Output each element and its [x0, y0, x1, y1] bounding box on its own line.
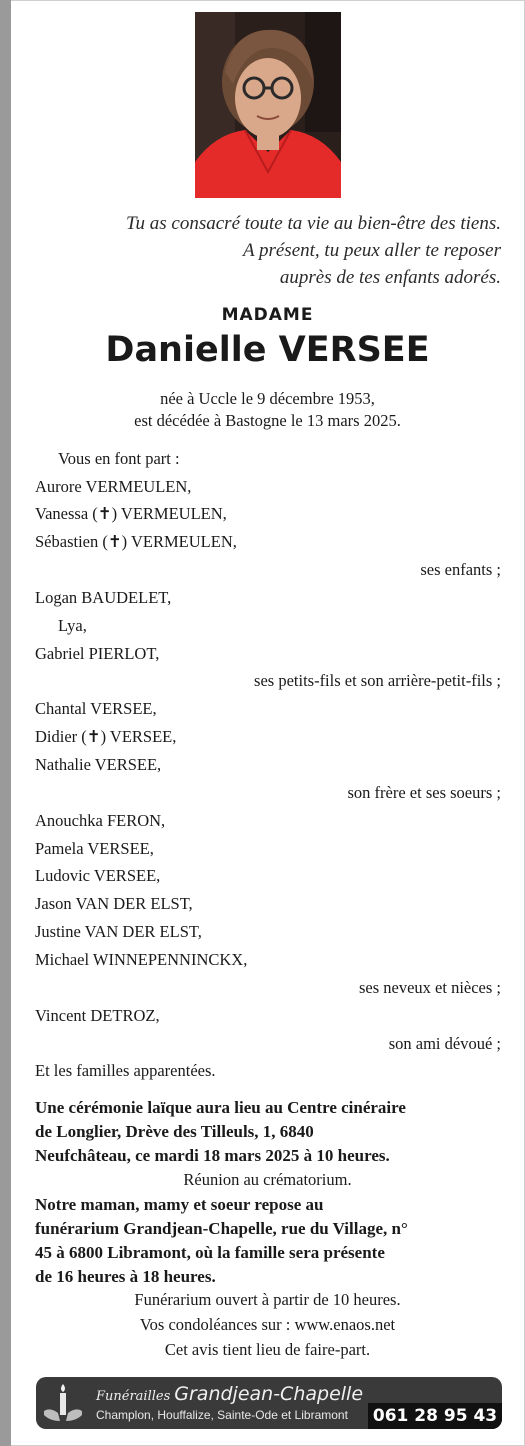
family-line: Vanessa (✝) VERMEULEN, [35, 504, 227, 523]
closing-line: Cet avis tient lieu de faire-part. [164, 1340, 371, 1359]
closing-line: Funérarium ouvert à partir de 10 heures. [134, 1290, 401, 1309]
family-line: Justine VAN DER ELST, [35, 922, 202, 941]
banner-prefix: Funérailles [96, 1389, 171, 1404]
family-line: Michael WINNEPENNINCKX, [35, 950, 248, 969]
family-line: Vincent DETROZ, [35, 1006, 160, 1025]
family-line: Sébastien (✝) VERMEULEN, [35, 532, 237, 551]
birth-death-info [0, 388, 525, 432]
family-line: Pamela VERSEE, [35, 839, 154, 858]
family-line: Gabriel PIERLOT, [35, 644, 160, 663]
candle-hands-icon [40, 1381, 86, 1425]
funeral-home-title [96, 1383, 363, 1405]
family-intro: Vous en font part : [58, 449, 180, 468]
reunion-note: Réunion au crématorium. [183, 1170, 352, 1189]
family-line: Jason VAN DER ELST, [35, 894, 193, 913]
ceremony-info [35, 1096, 505, 1168]
banner-company-name: Grandjean-Chapelle [174, 1383, 364, 1405]
family-relation: son frère et ses soeurs ; [347, 783, 501, 802]
family-relation: son ami dévoué ; [388, 1034, 501, 1053]
family-relation: ses enfants ; [420, 560, 501, 579]
memorial-quote [60, 210, 501, 291]
family-relation: ses neveux et nièces ; [358, 978, 501, 997]
family-line: Lya, [58, 616, 87, 635]
family-line: Anouchka FERON, [35, 811, 166, 830]
ceremony-line: Neufchâteau, ce mardi 18 mars 2025 à 10 heures. [35, 1146, 390, 1165]
banner-locations: Champlon, Houffalize, Sainte-Ode et Libramont [96, 1408, 348, 1422]
family-line: Aurore VERMEULEN, [35, 477, 192, 496]
salutation-title: MADAME [221, 305, 314, 325]
family-line: Didier (✝) VERSEE, [35, 727, 177, 746]
portrait-photo [195, 12, 341, 198]
deceased-name: Danielle VERSEE [105, 330, 430, 370]
repose-line: de 16 heures à 18 heures. [35, 1267, 216, 1286]
repose-info [35, 1193, 505, 1289]
family-line: Logan BAUDELET, [35, 588, 172, 607]
portrait-image [195, 12, 341, 198]
left-border-bar [0, 0, 11, 1446]
repose-line: 45 à 6800 Libramont, où la famille sera présente [35, 1243, 385, 1262]
family-closing: Et les familles apparentées. [35, 1061, 216, 1080]
quote-line: Tu as consacré toute ta vie au bien-être des tiens. [126, 213, 501, 234]
family-line: Ludovic VERSEE, [35, 866, 161, 885]
banner-phone: 061 28 95 43 [368, 1403, 502, 1429]
repose-line: funérarium Grandjean-Chapelle, rue du Village, n° [35, 1219, 408, 1238]
repose-line: Notre maman, mamy et soeur repose au [35, 1195, 324, 1214]
birth-line: née à Uccle le 9 décembre 1953, [160, 389, 375, 408]
family-line: Nathalie VERSEE, [35, 755, 162, 774]
funeral-home-banner [36, 1377, 502, 1429]
quote-line: auprès de tes enfants adorés. [279, 267, 501, 288]
death-line: est décédée à Bastogne le 13 mars 2025. [134, 411, 401, 430]
ceremony-line: de Longlier, Drève des Tilleuls, 1, 6840 [35, 1122, 314, 1141]
family-line: Chantal VERSEE, [35, 699, 157, 718]
quote-line: A présent, tu peux aller te reposer [242, 240, 501, 261]
family-relation: ses petits-fils et son arrière-petit-fils ; [254, 671, 501, 690]
closing-line: Vos condoléances sur : www.enaos.net [139, 1315, 396, 1334]
ceremony-line: Une cérémonie laïque aura lieu au Centre cinéraire [35, 1098, 406, 1117]
